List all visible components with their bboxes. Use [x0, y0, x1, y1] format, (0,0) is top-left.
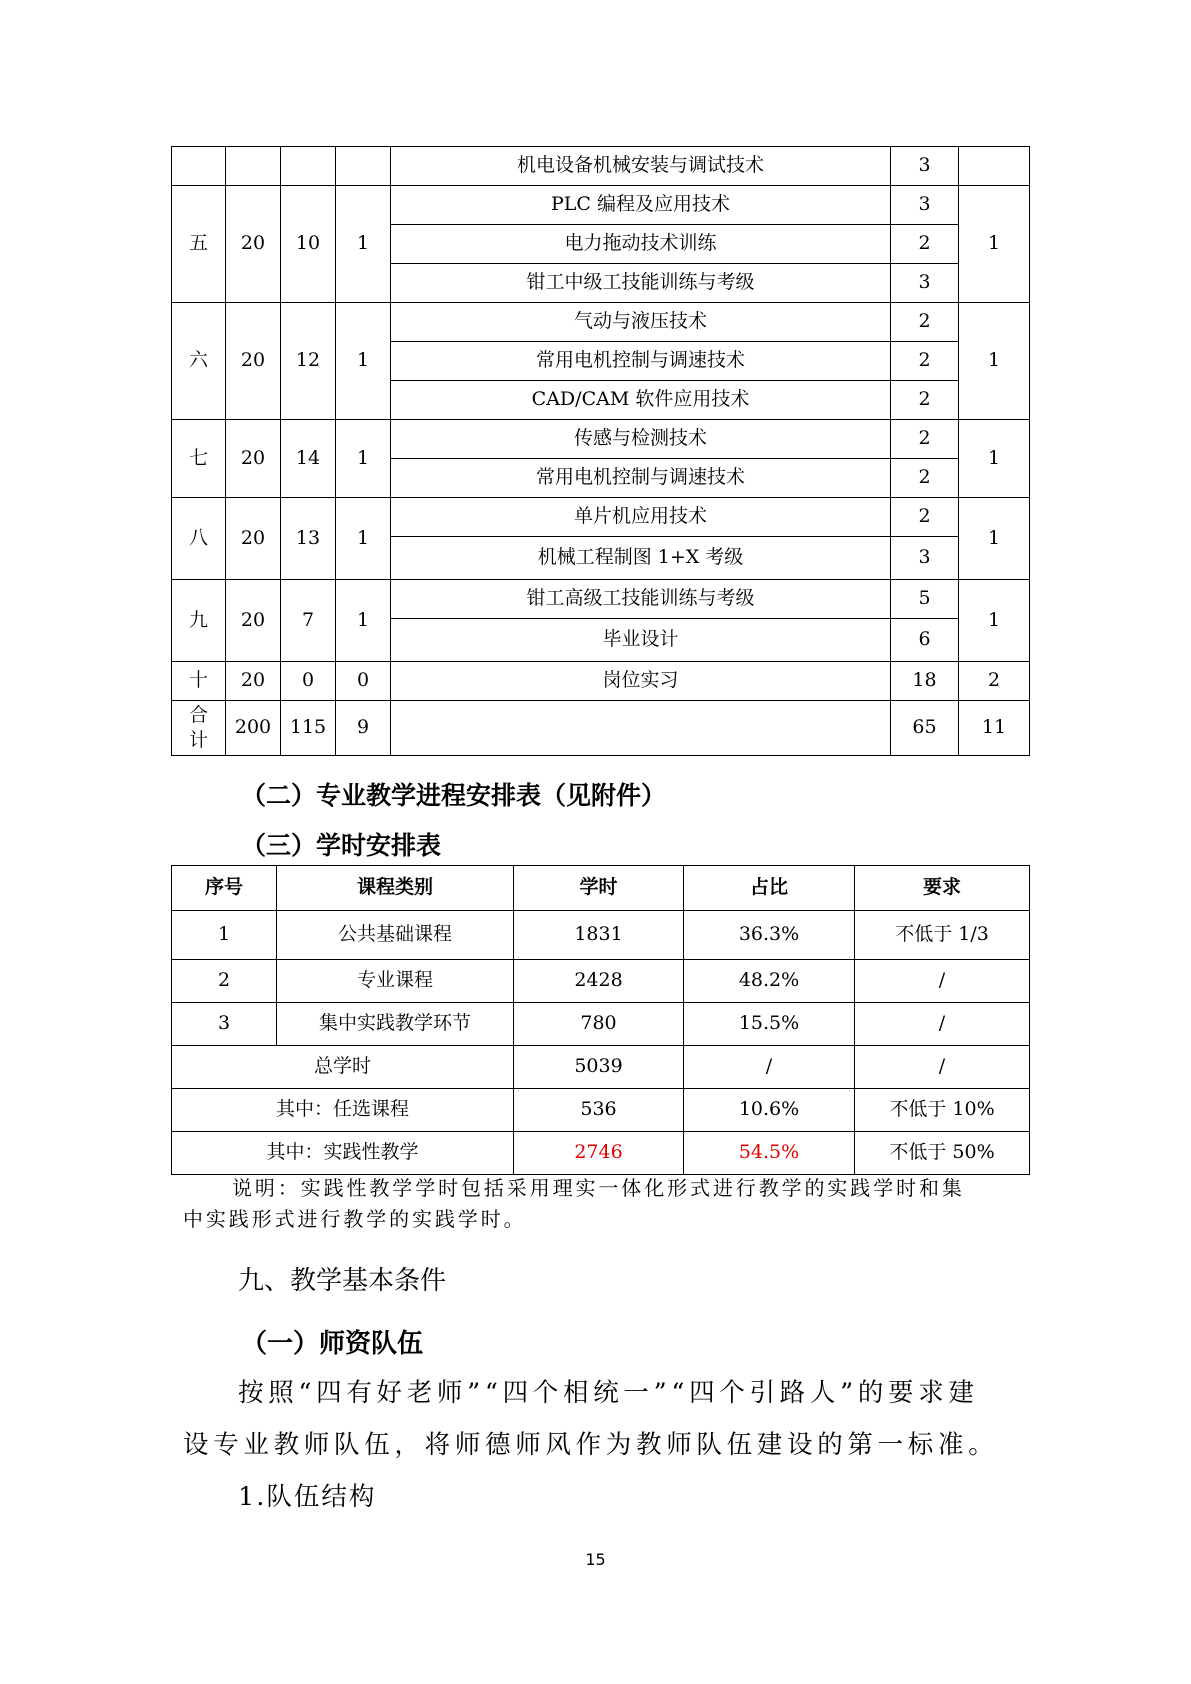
teaching-weeks-cell: 14 — [281, 420, 336, 498]
other-weeks-cell: 2 — [959, 662, 1030, 701]
teaching-weeks-cell: 7 — [281, 580, 336, 662]
table-row — [172, 1089, 1030, 1132]
course-name-cell: 机械工程制图 1+X 考级 — [391, 537, 891, 580]
hours-cell: 2428 — [514, 960, 684, 1003]
course-weeks-cell: 2 — [891, 459, 959, 498]
semester-cell: 七 — [172, 420, 226, 498]
teaching-weeks-cell: 0 — [281, 662, 336, 701]
chapter-heading: 九、教学基本条件 — [238, 1266, 447, 1296]
total-row — [172, 701, 1030, 756]
hours-cell: 1831 — [514, 911, 684, 960]
requirement-cell: 不低于 10% — [855, 1089, 1030, 1132]
table-row — [172, 1003, 1030, 1046]
table-row — [172, 498, 1030, 537]
requirement-cell: 不低于 1/3 — [855, 911, 1030, 960]
course-name-cell: 单片机应用技术 — [391, 498, 891, 537]
hours-allocation-table — [171, 865, 1030, 1175]
table-row — [172, 420, 1030, 459]
course-name-cell: 钳工中级工技能训练与考级 — [391, 264, 891, 303]
category-cell: 集中实践教学环节 — [277, 1003, 514, 1046]
teaching-weeks-cell: 115 — [281, 701, 336, 756]
summary-label-cell: 其中：任选课程 — [172, 1089, 514, 1132]
exam-weeks-cell: 1 — [336, 420, 391, 498]
teaching-weeks-cell: 13 — [281, 498, 336, 580]
requirement-cell: 不低于 50% — [855, 1132, 1030, 1175]
weeks-cell: 20 — [226, 420, 281, 498]
index-cell: 2 — [172, 960, 277, 1003]
other-weeks-cell: 1 — [959, 186, 1030, 303]
column-header: 学时 — [514, 866, 684, 911]
ratio-cell: 36.3% — [684, 911, 855, 960]
course-weeks-cell: 2 — [891, 225, 959, 264]
index-cell: 1 — [172, 911, 277, 960]
weeks-cell: 20 — [226, 303, 281, 420]
other-weeks-cell: 1 — [959, 303, 1030, 420]
course-name-cell: 气动与液压技术 — [391, 303, 891, 342]
index-cell: 3 — [172, 1003, 277, 1046]
course-name-cell: 毕业设计 — [391, 619, 891, 662]
hours-cell: 536 — [514, 1089, 684, 1132]
course-weeks-cell: 2 — [891, 420, 959, 459]
semester-cell: 九 — [172, 580, 226, 662]
table-row — [172, 186, 1030, 225]
ratio-cell-highlight: 54.5% — [684, 1132, 855, 1175]
ratio-cell: 48.2% — [684, 960, 855, 1003]
section-2-heading: （二）专业教学进程安排表（见附件） — [241, 781, 667, 810]
table-row — [172, 303, 1030, 342]
column-header: 课程类别 — [277, 866, 514, 911]
course-name-cell: CAD/CAM 软件应用技术 — [391, 381, 891, 420]
course-name-cell — [391, 701, 891, 756]
table-row — [172, 147, 1030, 186]
table-row — [172, 662, 1030, 701]
teaching-weeks-cell: 10 — [281, 186, 336, 303]
semester-course-table — [171, 146, 1030, 756]
course-name-cell: 岗位实习 — [391, 662, 891, 701]
semester-cell: 五 — [172, 186, 226, 303]
hours-cell-highlight: 2746 — [514, 1132, 684, 1175]
page-number: 15 — [585, 1550, 606, 1569]
summary-label-cell: 总学时 — [172, 1046, 514, 1089]
exam-weeks-cell: 1 — [336, 186, 391, 303]
weeks-cell: 200 — [226, 701, 281, 756]
other-weeks-cell: 1 — [959, 420, 1030, 498]
ratio-cell: 10.6% — [684, 1089, 855, 1132]
column-header: 序号 — [172, 866, 277, 911]
course-name-cell: 钳工高级工技能训练与考级 — [391, 580, 891, 619]
exam-weeks-cell: 1 — [336, 303, 391, 420]
weeks-cell: 20 — [226, 580, 281, 662]
teaching-weeks-cell: 12 — [281, 303, 336, 420]
weeks-cell: 20 — [226, 662, 281, 701]
course-weeks-cell: 2 — [891, 342, 959, 381]
summary-label-cell: 其中：实践性教学 — [172, 1132, 514, 1175]
course-weeks-cell: 3 — [891, 147, 959, 186]
course-weeks-cell: 18 — [891, 662, 959, 701]
course-name-cell: 常用电机控制与调速技术 — [391, 459, 891, 498]
course-name-cell: PLC 编程及应用技术 — [391, 186, 891, 225]
hours-cell: 780 — [514, 1003, 684, 1046]
course-weeks-cell: 3 — [891, 186, 959, 225]
category-cell: 公共基础课程 — [277, 911, 514, 960]
semester-cell — [172, 147, 226, 186]
requirement-cell: / — [855, 960, 1030, 1003]
course-weeks-cell: 2 — [891, 498, 959, 537]
exam-weeks-cell: 0 — [336, 662, 391, 701]
ratio-cell: 15.5% — [684, 1003, 855, 1046]
other-weeks-cell: 1 — [959, 498, 1030, 580]
requirement-cell: / — [855, 1003, 1030, 1046]
teaching-weeks-cell — [281, 147, 336, 186]
course-weeks-cell: 3 — [891, 537, 959, 580]
course-weeks-cell: 2 — [891, 303, 959, 342]
weeks-cell — [226, 147, 281, 186]
course-weeks-cell: 3 — [891, 264, 959, 303]
column-header: 要求 — [855, 866, 1030, 911]
requirement-cell: / — [855, 1046, 1030, 1089]
table-row — [172, 1046, 1030, 1089]
other-weeks-cell: 1 — [959, 580, 1030, 662]
course-weeks-cell: 65 — [891, 701, 959, 756]
exam-weeks-cell: 9 — [336, 701, 391, 756]
column-header: 占比 — [684, 866, 855, 911]
course-name-cell: 电力拖动技术训练 — [391, 225, 891, 264]
exam-weeks-cell: 1 — [336, 580, 391, 662]
body-line-1: 按照“四有好老师”“四个相统一”“四个引路人”的要求建 — [238, 1378, 979, 1408]
body-line-2: 设专业教师队伍，将师德师风作为教师队伍建设的第一标准。 — [183, 1430, 999, 1460]
table-row — [172, 1132, 1030, 1175]
note-line-1: 说明：实践性教学学时包括采用理实一体化形式进行教学的实践学时和集 — [232, 1176, 965, 1200]
table-row — [172, 911, 1030, 960]
course-name-cell: 机电设备机械安装与调试技术 — [391, 147, 891, 186]
section-3-heading: （三）学时安排表 — [241, 831, 442, 860]
subsection-heading: （一）师资队伍 — [241, 1329, 424, 1359]
semester-cell: 十 — [172, 662, 226, 701]
hours-cell: 5039 — [514, 1046, 684, 1089]
exam-weeks-cell: 1 — [336, 498, 391, 580]
course-weeks-cell: 6 — [891, 619, 959, 662]
course-weeks-cell: 5 — [891, 580, 959, 619]
semester-cell: 六 — [172, 303, 226, 420]
other-weeks-cell — [959, 147, 1030, 186]
other-weeks-cell: 11 — [959, 701, 1030, 756]
course-weeks-cell: 2 — [891, 381, 959, 420]
table-row — [172, 960, 1030, 1003]
table-row — [172, 580, 1030, 619]
exam-weeks-cell — [336, 147, 391, 186]
category-cell: 专业课程 — [277, 960, 514, 1003]
item-heading: 1.队伍结构 — [238, 1482, 377, 1512]
ratio-cell: / — [684, 1046, 855, 1089]
weeks-cell: 20 — [226, 186, 281, 303]
note-line-2: 中实践形式进行教学的实践学时。 — [183, 1207, 527, 1231]
weeks-cell: 20 — [226, 498, 281, 580]
total-label-cell: 合计 — [172, 701, 226, 756]
course-name-cell: 常用电机控制与调速技术 — [391, 342, 891, 381]
table-header-row — [172, 866, 1030, 911]
course-name-cell: 传感与检测技术 — [391, 420, 891, 459]
semester-cell: 八 — [172, 498, 226, 580]
